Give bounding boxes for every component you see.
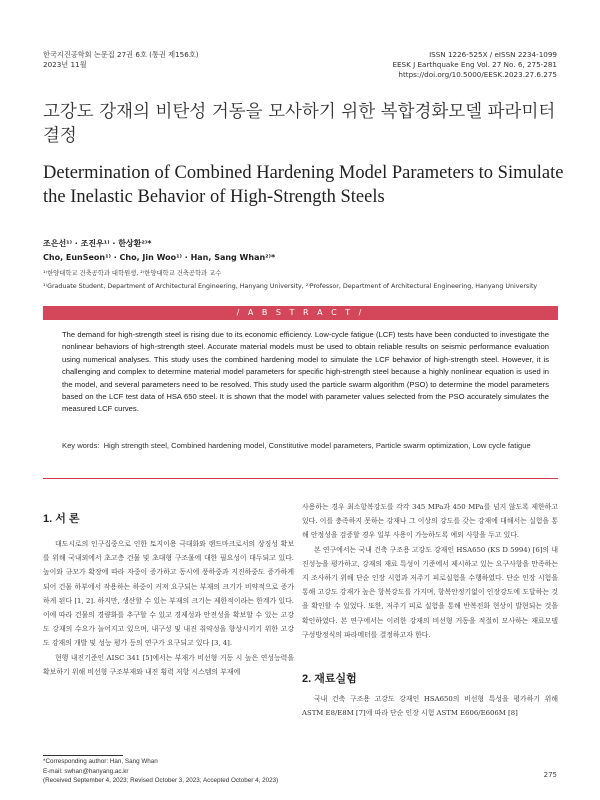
intro-paragraph-2: 현행 내진기준인 AISC 341 [5]에서는 부재가 비선형 거동 시 높은 연성능력을 확보하기 위해 비선형 구조부재와 내진 횡력 저항 시스템의 부재에 xyxy=(43,653,294,676)
intro-paragraph-4: 본 연구에서는 국내 건축 구조용 고강도 강재인 HSA650 (KS D 5994) [6]의 내진성능을 평가하고, 강재의 재료 특성이 기준에서 제시하고 있는 요구사항을 만족하는지 조사하기 위해 단순 인장 시험과 저주기 피로실험을 수행하였다. 단순 인장 시험을 통해 고강도 강재가 높은 항복강도를 가지며, 항복안정기없이 인장강도에 도달하는 것을 확인할 수 있었다. 또한, 저주기 피로 실험을 통해 반복전화 현상이 발현되는 것을 확인하였다. 본 연구에서는 이러한 강재의 비선형 거동을 적절히 모사하는 재료모델 구성방정식의 파라메터를 결정하고자 한다. xyxy=(302,545,558,639)
title-english: Determination of Combined Hardening Model Parameters to Simulate the Inelastic Behavior of High-Strength Steels xyxy=(43,163,564,207)
footnote xyxy=(43,757,278,786)
section1-right-column xyxy=(302,500,558,642)
doi-link[interactable]: https://doi.org/10.5000/EESK.2023.27.6.275 xyxy=(398,70,557,79)
keywords-list: High strength steel, Combined hardening model, Constitutive model parameters, Particle swarm optimization, Low cycle fatigue xyxy=(103,441,531,450)
journal-name-ko: 한국지진공학회 논문집 27권 6호 (통권 제156호) xyxy=(43,50,199,59)
section-divider xyxy=(43,478,558,479)
affiliation-english: ¹⁾Graduate Student, Department of Architectural Engineering, Hanyang University, ²⁾Professor, Department of Architectural Engineering, Hanyang University xyxy=(43,283,538,290)
received-dates: (Received September 4, 2023; Revised October 3, 2023; Accepted October 4, 2023) xyxy=(43,777,279,784)
abstract-text: The demand for high-strength steel is rising due to its economic efficiency. Low-cycle fatigue (LCF) tests have been conducted to investigate the nonlinear behaviors of high-strength steel. Accurate material models must be used to obtain reliable results on seismic performance evaluation using numerical analyses. This study uses the combined hardening model to simulate the LCF behavior of high-strength steel. However, it is challenging and complex to determine material model parameters for specific high-strength steel because a highly nonlinear equation is used in the model, and several parameters need to be resolved. This study used the particle swarm algorithm (PSO) to determine the model parameters based on the LCF test data of HSA 650 steel. It is shown that the model with parameter values selected from the PSO accurately simulates the measured LCF curves. xyxy=(62,330,549,414)
issue-date-ko: 2023년 11월 xyxy=(43,60,87,69)
abstract-heading-bar xyxy=(43,306,558,320)
title-korean: 고강도 강재의 비탄성 거동을 모사하기 위한 복합경화모델 파라미터 결정 xyxy=(43,102,556,146)
materials-paragraph-1: 국내 건축 구조용 고강도 강재인 HSA650의 비선형 특성을 평가하기 위해 ASTM E8/E8M [7]에 따라 단순 인장 시험 ASTM E606/E606M [8] xyxy=(302,695,558,718)
intro-paragraph-1: 대도시로의 인구집중으로 인한 토지이용 극대화와 랜드마크로서의 상징성 확보를 위해 국내외에서 초고층 건물 및 초대형 구조물에 대한 필요성이 대두되고 있다. 높이와 규모가 확장에 따라 자중이 증가하고 동시에 풍하중과 지진하중도 증가하게 되어 건물 하부에서 작용하는 하중이 커져 요구되는 부재의 크기가 비약적으로 증가하게 된다 [1, 2]. 하지만, 생산할 수 있는 부재의 크기는 제한적이라는 한계가 있다. 이에 따라 건물의 경량화를 추구할 수 있고 경제성과 안전성을 확보할 수 있는 고강도 강재의 수요가 늘어지고 있으며, 내구성 및 내진 취약성을 향상시키기 위한 고강도 강재의 개발 및 성능 평가 등의 연구가 요구되고 있다 [3, 4]. xyxy=(43,540,294,648)
journal-header-right xyxy=(392,50,557,80)
authors-english: Cho, EunSeon¹⁾ · Cho, Jin Woo¹⁾ · Han, Sang Whan²⁾* xyxy=(43,253,276,262)
journal-name-en: EESK J Earthquake Eng Vol. 27 No. 6, 275-281 xyxy=(392,60,557,69)
page-number: 275 xyxy=(543,771,557,779)
section2-text xyxy=(302,692,558,720)
affiliation-korean: ¹⁾한양대학교 건축공학과 대학원생, ²⁾한양대학교 건축공학과 교수 xyxy=(43,270,222,277)
footnote-rule xyxy=(43,755,123,756)
section1-heading: 1. 서 론 xyxy=(43,513,80,525)
issn: ISSN 1226-525X / eISSN 2234-1099 xyxy=(429,50,557,59)
author-email[interactable]: E-mail: swhan@hanyang.ac.kr xyxy=(43,767,129,775)
journal-header-left xyxy=(43,50,199,70)
corresponding-author: *Corresponding author: Han, Sang Whan xyxy=(43,758,158,765)
keywords-label: Key words: xyxy=(62,441,100,450)
section2-heading: 2. 재료실험 xyxy=(302,673,357,685)
keywords xyxy=(62,440,549,452)
intro-paragraph-3: 사용하는 경우 최소항복강도를 각각 345 MPa과 450 MPa를 넘지 않도록 제한하고 있다. 이를 충족하지 못하는 강재나 그 이상의 강도를 갖는 강재에 대해서는 실험을 통해 안정성을 검증할 경우 일부 사용이 가능하도록 예외 사항을 두고 있다. xyxy=(302,503,558,540)
authors-korean: 조은선¹⁾ · 조진우¹⁾ · 한상환²⁾* xyxy=(43,239,152,248)
section1-left-column xyxy=(43,537,294,679)
abstract-heading: / A B S T R A C T / xyxy=(236,308,365,317)
